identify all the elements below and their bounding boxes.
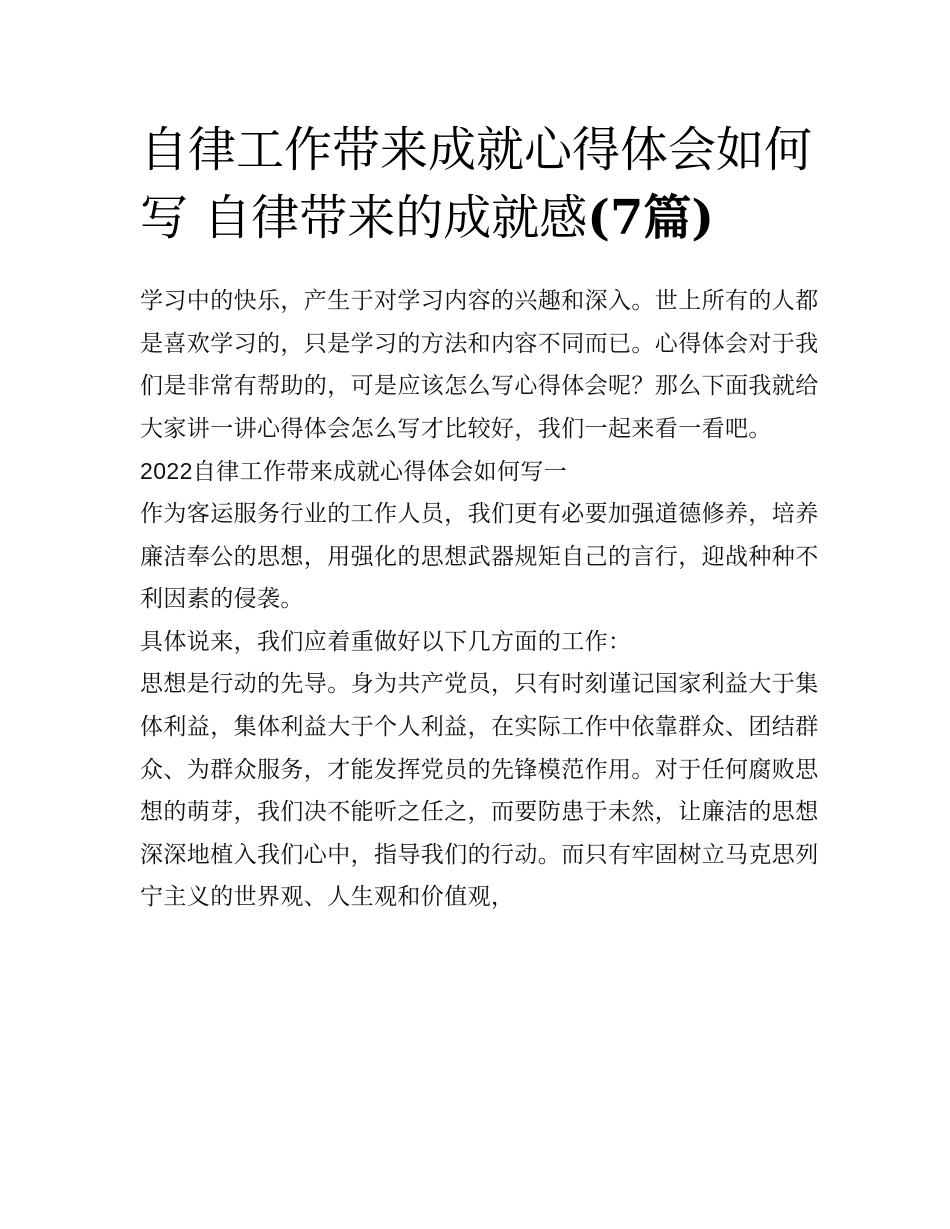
body-paragraph: 具体说来，我们应着重做好以下几方面的工作： [140, 628, 632, 655]
document-title-suffix: (7篇) [587, 190, 715, 246]
document-title [140, 116, 820, 252]
document-body [140, 280, 820, 919]
document-title-main: 自律工作带来成就心得体会如何写 自律带来的成就感 [140, 122, 813, 246]
body-paragraph: 作为客运服务行业的工作人员，我们更有必要加强道德修养，培养廉洁奉公的思想，用强化的思想武器规矩自己的言行，迎战种种不利因素的侵袭。 [140, 500, 819, 613]
section-heading: 2022自律工作带来成就心得体会如何写一 [140, 458, 568, 485]
intro-paragraph: 学习中的快乐，产生于对学习内容的兴趣和深入。世上所有的人都是喜欢学习的，只是学习的方法和内容不同而已。心得体会对于我们是非常有帮助的，可是应该怎么写心得体会呢？那么下面我就给大家讲一讲心得体会怎么写才比较好，我们一起来看一看吧。 [140, 288, 819, 442]
body-paragraph: 思想是行动的先导。身为共产党员，只有时刻谨记国家利益大于集体利益，集体利益大于个人利益，在实际工作中依靠群众、团结群众、为群众服务，才能发挥党员的先锋模范作用。对于任何腐败思想的萌芽，我们决不能听之任之，而要防患于未然，让廉洁的思想深深地植入我们心中，指导我们的行动。而只有牢固树立马克思列宁主义的世界观、人生观和价值观， [140, 671, 819, 911]
